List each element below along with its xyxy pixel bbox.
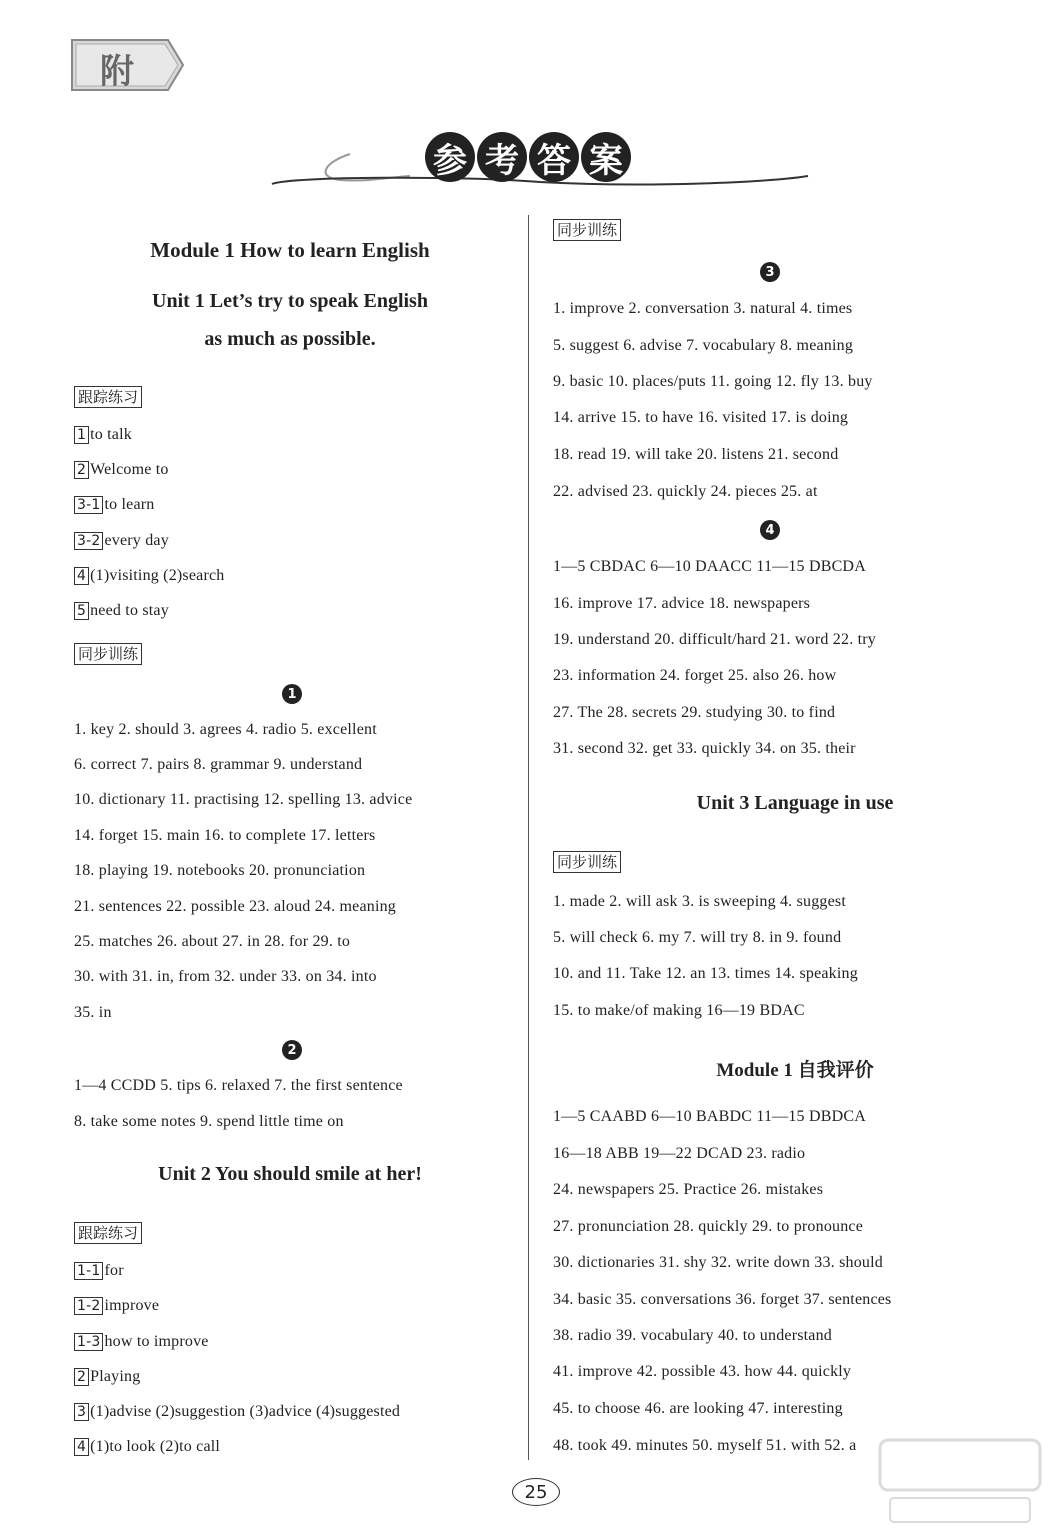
module-evaluation-title: Module 1 自我评价 [716,1060,874,1081]
unit2-title: Unit 2 You should smile at her! [158,1163,422,1185]
page-number: 25 [512,1478,560,1506]
watermark-logo [870,1430,1050,1530]
title-char: 答 [529,132,579,182]
section-number-icon: 2 [282,1040,302,1060]
sync-training-tag: 同步训练 [74,643,142,665]
answer-line: 5. suggest 6. advise 7. vocabulary 8. meaning [553,337,854,354]
answer-line: 45. to choose 46. are looking 47. interesting [553,1400,843,1417]
sync-training-tag: 同步训练 [553,851,621,873]
answer-line: 4 (1)to look (2)to call [74,1438,220,1456]
answer-line: 6. correct 7. pairs 8. grammar 9. understand [74,756,363,773]
unit1-title: Unit 1 Let’s try to speak English [152,290,428,312]
section-number-icon: 3 [760,262,780,282]
answer-line: 1 to talk [74,426,132,444]
answer-line: 16—18 ABB 19—22 DCAD 23. radio [553,1145,806,1162]
answer-line: 27. pronunciation 28. quickly 29. to pronounce [553,1218,864,1235]
section-number-icon: 4 [760,520,780,540]
answer-line: 1-2 improve [74,1297,159,1315]
answer-line: 1-3 how to improve [74,1333,209,1351]
answer-line: 9. basic 10. places/puts 11. going 12. fly 13. buy [553,373,873,390]
answer-line: 25. matches 26. about 27. in 28. for 29. to [74,933,351,950]
answer-line: 15. to make/of making 16—19 BDAC [553,1002,805,1019]
answer-line: 3-1 to learn [74,496,155,514]
answer-line: 14. arrive 15. to have 16. visited 17. is doing [553,409,849,426]
answer-line: 3 (1)advise (2)suggestion (3)advice (4)suggested [74,1403,400,1421]
tracking-practice-tag: 跟踪练习 [74,386,142,408]
answer-line: 21. sentences 22. possible 23. aloud 24. meaning [74,898,396,915]
page-title [425,132,631,182]
answer-line: 24. newspapers 25. Practice 26. mistakes [553,1181,824,1198]
answer-line: 3-2 every day [74,532,169,550]
answer-line: 16. improve 17. advice 18. newspapers [553,595,811,612]
unit1-title-cont: as much as possible. [204,328,376,350]
answer-line: 22. advised 23. quickly 24. pieces 25. at [553,483,818,500]
title-char: 参 [425,132,475,182]
answer-line: 1. improve 2. conversation 3. natural 4. times [553,300,853,317]
answer-line: 8. take some notes 9. spend little time on [74,1113,344,1130]
answer-line: 1. key 2. should 3. agrees 4. radio 5. excellent [74,721,377,738]
answer-line: 5. will check 6. my 7. will try 8. in 9. found [553,929,842,946]
answer-line: 18. read 19. will take 20. listens 21. second [553,446,839,463]
answer-line: 1—4 CCDD 5. tips 6. relaxed 7. the first sentence [74,1077,403,1094]
title-char: 考 [477,132,527,182]
answer-line: 5 need to stay [74,602,169,620]
answer-line: 48. took 49. minutes 50. myself 51. with 52. a [553,1437,857,1454]
answer-line: 19. understand 20. difficult/hard 21. word 22. try [553,631,876,648]
module-title: Module 1 How to learn English [150,238,430,262]
unit3-title: Unit 3 Language in use [696,792,894,814]
answer-line: 4 (1)visiting (2)search [74,567,225,585]
answer-line: 27. The 28. secrets 29. studying 30. to find [553,704,836,721]
answer-line: 23. information 24. forget 25. also 26. how [553,667,837,684]
answer-line: 30. with 31. in, from 32. under 33. on 34. into [74,968,377,985]
answer-line: 10. dictionary 11. practising 12. spelling 13. advice [74,791,413,808]
answer-line: 10. and 11. Take 12. an 13. times 14. speaking [553,965,858,982]
answer-line: 41. improve 42. possible 43. how 44. quickly [553,1363,852,1380]
answer-line: 35. in [74,1004,112,1021]
answer-line: 2 Welcome to [74,461,169,479]
title-char: 案 [581,132,631,182]
answer-line: 18. playing 19. notebooks 20. pronunciation [74,862,366,879]
answer-line: 14. forget 15. main 16. to complete 17. letters [74,827,376,844]
column-divider [528,215,529,1460]
sync-training-tag: 同步训练 [553,219,621,241]
answer-line: 1—5 CAABD 6—10 BABDC 11—15 DBDCA [553,1108,866,1125]
answer-line: 1-1 for [74,1262,124,1280]
answer-line: 1—5 CBDAC 6—10 DAACC 11—15 DBCDA [553,558,866,575]
answer-line: 38. radio 39. vocabulary 40. to understand [553,1327,833,1344]
answer-line: 1. made 2. will ask 3. is sweeping 4. suggest [553,893,846,910]
answer-line: 30. dictionaries 31. shy 32. write down 33. should [553,1254,883,1271]
appendix-tab-label: 附 [100,52,134,92]
answer-line: 34. basic 35. conversations 36. forget 37. sentences [553,1291,892,1308]
answer-line: 2 Playing [74,1368,140,1386]
section-number-icon: 1 [282,684,302,704]
answer-line: 31. second 32. get 33. quickly 34. on 35. their [553,740,856,757]
tracking-practice-tag: 跟踪练习 [74,1222,142,1244]
